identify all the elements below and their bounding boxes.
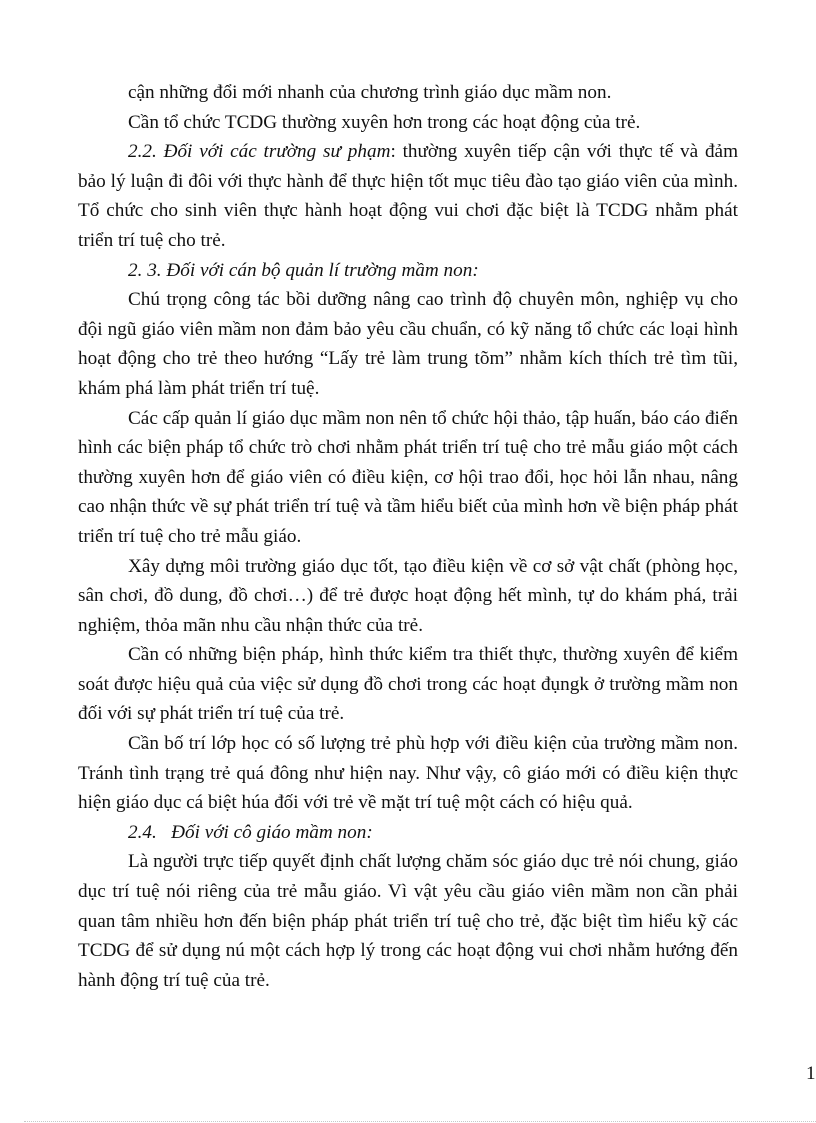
paragraph-classroom: Cần bố trí lớp học có số lượng trẻ phù hợp với điều kiện của trường mầm non. Tránh tình trạng trẻ quá đông như hiện nay. Như vậy, cô giáo mới có điều kiện thực hiện giáo dục cá biệt húa đối với trẻ về mặt trí tuệ một cách có hiệu quả. xyxy=(78,733,738,814)
paragraph-tcdg-frequency: Cần tổ chức TCDG thường xuyên hơn trong các hoạt động của trẻ. xyxy=(128,111,641,133)
section-2-2-paragraph xyxy=(78,137,738,255)
page-number: 1 xyxy=(806,1063,816,1084)
paragraph-environment: Xây dựng môi trường giáo dục tốt, tạo điều kiện về cơ sở vật chất (phòng học, sân chơi, đồ dung, đồ chơi…) để trẻ được hoạt động hết mình, tự do khám phá, trải nghiệm, thỏa mãn nhu cầu nhận thức của trẻ. xyxy=(78,555,738,636)
paragraph-teachers: Là người trực tiếp quyết định chất lượng chăm sóc giáo dục trẻ nói chung, giáo dục trí tuệ nói riêng của trẻ mẫu giáo. Vì vật yêu cầu giáo viên mầm non cần phải quan tâm nhiều hơn đến biện pháp phát triển trí tuệ cho trẻ, đặc biệt tìm hiểu kỹ các TCDG để sử dụng nú một cách hợp lý trong các hoạt động vui chơi nhằm hướng đến hành động trí tuệ của trẻ. xyxy=(78,851,738,991)
paragraph-inspection: Cần có những biện pháp, hình thức kiểm tra thiết thực, thường xuyên để kiểm soát được hiệu quả của việc sử dụng đồ chơi trong các hoạt đụngk ở trường mầm non đối với sự phát triển trí tuệ của trẻ. xyxy=(78,644,738,725)
paragraph-continuation: cận những đổi mới nhanh của chương trình giáo dục mầm non. xyxy=(128,82,612,103)
paragraph-management: Các cấp quản lí giáo dục mầm non nên tổ chức hội thảo, tập huấn, báo cáo điển hình các biện pháp tổ chức trò chơi nhằm phát triển trí tuệ cho trẻ mẫu giáo một cách thường xuyên hơn để giáo viên có điều kiện, cơ hội trao đổi, học hỏi lẫn nhau, nâng cao nhận thức về sự phát triển trí tuệ và tầm hiểu biết của mình hơn về biện pháp phát triển trí tuệ cho trẻ mẫu giáo. xyxy=(78,407,738,547)
footer-divider xyxy=(24,1121,816,1122)
section-2-2-text: : thường xuyên tiếp cận với thực tế và đảm bảo lý luận đi đôi với thực hành để thực hiện tốt mục tiêu đào tạo giáo viên của mình. Tổ chức cho sinh viên thực hành hoạt động vui chơi đặc biệt là TCDG nhằm phát triển trí tuệ cho trẻ. xyxy=(78,141,738,251)
section-2-2-heading: 2.2. Đối với các trường sư phạm xyxy=(128,141,391,163)
section-2-4-heading: 2.4. Đối với cô giáo mầm non: xyxy=(128,821,373,843)
section-2-3-heading: 2. 3. Đối với cán bộ quản lí trường mầm non: xyxy=(128,259,479,281)
section-2-4-paragraph xyxy=(78,818,738,848)
paragraph-training: Chú trọng công tác bồi dưỡng nâng cao trình độ chuyên môn, nghiệp vụ cho đội ngũ giáo viên mầm non đảm bảo yêu cầu chuẩn, có kỹ năng tổ chức các loại hình hoạt động cho trẻ theo hướng “Lấy trẻ làm trung tõm” nhằm kích thích trẻ tìm tũi, khám phá làm phát triển trí tuệ. xyxy=(78,289,738,399)
document-page xyxy=(78,78,738,995)
section-2-3-paragraph xyxy=(78,256,738,286)
